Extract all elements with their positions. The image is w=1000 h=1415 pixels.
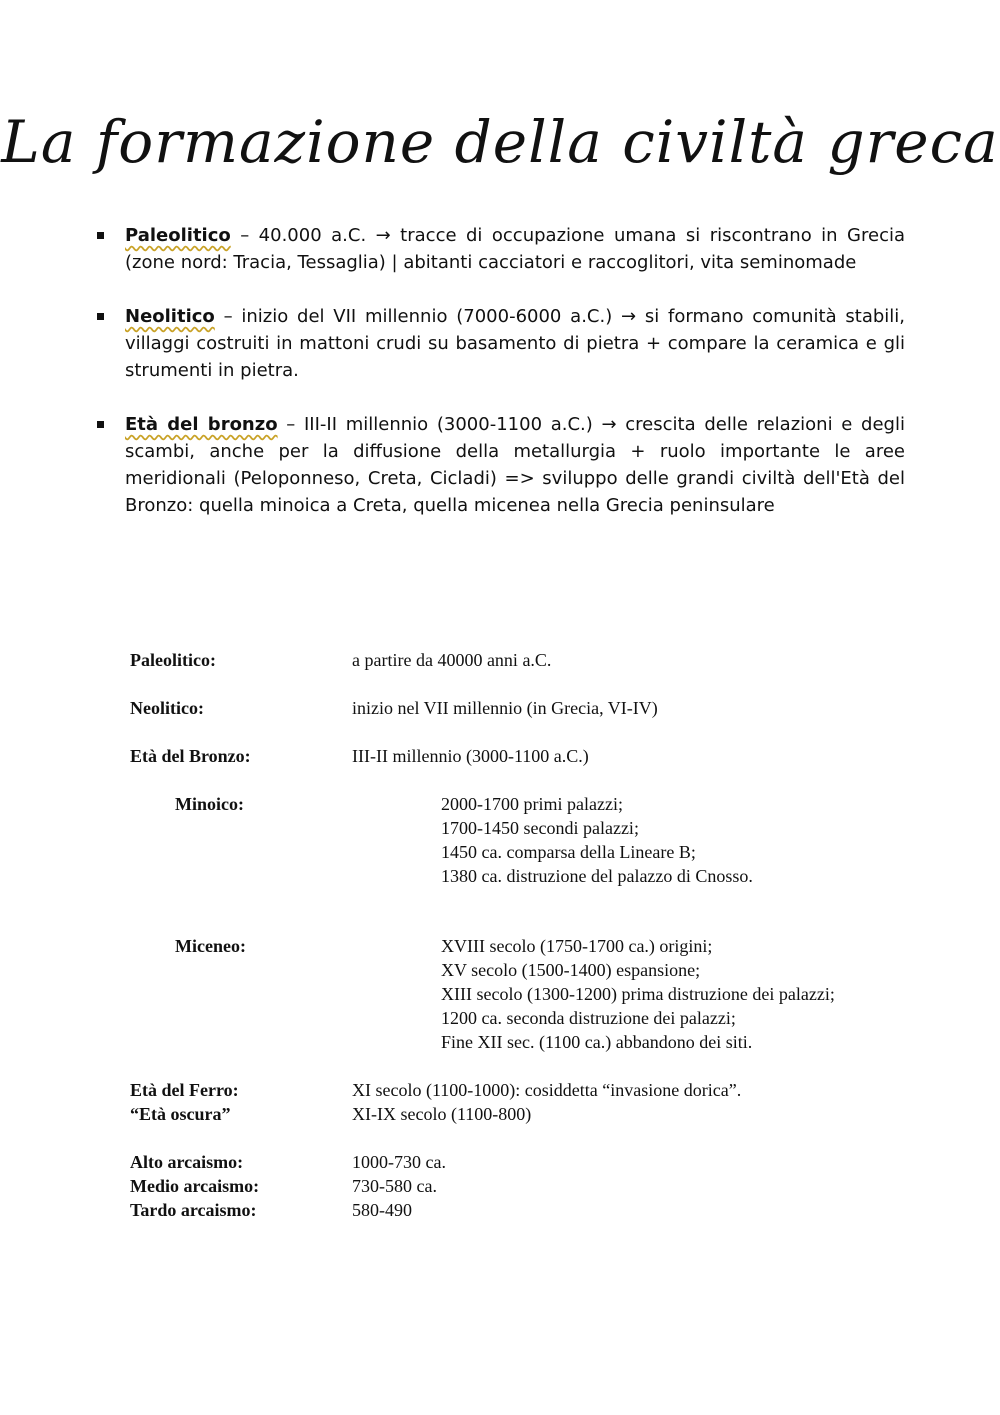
period-value: inizio nel VII millennio (in Grecia, VI-IV) — [352, 698, 658, 718]
bullet-item-bronzo — [95, 411, 905, 519]
period-value-line: XVIII secolo (1750-1700 ca.) origini; — [441, 936, 713, 956]
period-label: Miceneo: — [175, 936, 246, 956]
period-value: a partire da 40000 anni a.C. — [352, 650, 552, 670]
chronology-row-neolitico — [118, 696, 888, 720]
period-value-line: XIII secolo (1300-1200) prima distruzione dei palazzi; — [441, 984, 835, 1004]
bullet-text: – 40.000 a.C. → tracce di occupazione umana si riscontrano in Grecia (zone nord: Tracia, Tessaglia) | abitanti cacciatori e raccoglitori, vita seminomade — [125, 225, 905, 273]
square-bullet-icon — [97, 421, 104, 428]
chronology-row-eta-oscura — [118, 1102, 888, 1126]
bullet-term: Paleolitico — [125, 225, 231, 246]
chronology-row-paleolitico — [118, 648, 888, 672]
chronology-row-ferro — [118, 1078, 888, 1102]
period-label: “Età oscura” — [130, 1104, 231, 1124]
square-bullet-icon — [97, 313, 104, 320]
period-label: Età del Ferro: — [130, 1080, 239, 1100]
period-value: 1000-730 ca. — [352, 1152, 446, 1172]
bullet-list — [95, 222, 905, 546]
page-title: La formazione della civiltà greca — [1, 108, 999, 176]
bullet-text: – inizio del VII millennio (7000-6000 a.C.) → si formano comunità stabili, villaggi costruiti in mattoni crudi su basamento di pietra + compare la ceramica e gli strumenti in pietra. — [125, 306, 905, 381]
period-value: 730-580 ca. — [352, 1176, 437, 1196]
chronology-row-bronzo — [118, 744, 888, 768]
period-value: XI-IX secolo (1100-800) — [352, 1104, 532, 1124]
period-value: III-II millennio (3000-1100 a.C.) — [352, 746, 589, 766]
chronology-row-tardo-arcaismo — [118, 1198, 888, 1222]
period-value-line: 1380 ca. distruzione del palazzo di Cnosso. — [441, 866, 753, 886]
period-label: Minoico: — [175, 794, 244, 814]
bullet-item-neolitico — [95, 303, 905, 384]
chronology-row-miceneo — [118, 934, 888, 1054]
period-value-line: 1700-1450 secondi palazzi; — [441, 818, 639, 838]
chronology-row-alto-arcaismo — [118, 1150, 888, 1174]
period-value: 580-490 — [352, 1200, 412, 1220]
period-value-line: 1450 ca. comparsa della Lineare B; — [441, 842, 696, 862]
period-label: Medio arcaismo: — [130, 1176, 260, 1196]
period-label: Tardo arcaismo: — [130, 1200, 257, 1220]
bullet-text: – III-II millennio (3000-1100 a.C.) → crescita delle relazioni e degli scambi, anche per la diffusione della metallurgia + ruolo importante le aree meridionali (Peloponneso, Creta, Cicladi) => sviluppo delle grandi civiltà dell'Età del Bronzo: quella minoica a Creta, quella micenea nella Grecia peninsulare — [125, 414, 905, 516]
chronology-row-medio-arcaismo — [118, 1174, 888, 1198]
period-value-line: XV secolo (1500-1400) espansione; — [441, 960, 701, 980]
period-value-line: 1200 ca. seconda distruzione dei palazzi; — [441, 1008, 736, 1028]
period-label: Età del Bronzo: — [130, 746, 251, 766]
period-value: XI secolo (1100-1000): cosiddetta “invasione dorica”. — [352, 1080, 742, 1100]
bullet-term: Età del bronzo — [125, 414, 278, 435]
period-value-line: 2000-1700 primi palazzi; — [441, 794, 623, 814]
bullet-item-paleolitico — [95, 222, 905, 276]
square-bullet-icon — [97, 232, 104, 239]
chronology-table — [118, 648, 888, 1222]
period-label: Paleolitico: — [130, 650, 216, 670]
period-label: Neolitico: — [130, 698, 204, 718]
bullet-term: Neolitico — [125, 306, 215, 327]
period-value-line: Fine XII sec. (1100 ca.) abbandono dei siti. — [441, 1032, 753, 1052]
period-label: Alto arcaismo: — [130, 1152, 244, 1172]
chronology-row-minoico — [118, 792, 888, 888]
